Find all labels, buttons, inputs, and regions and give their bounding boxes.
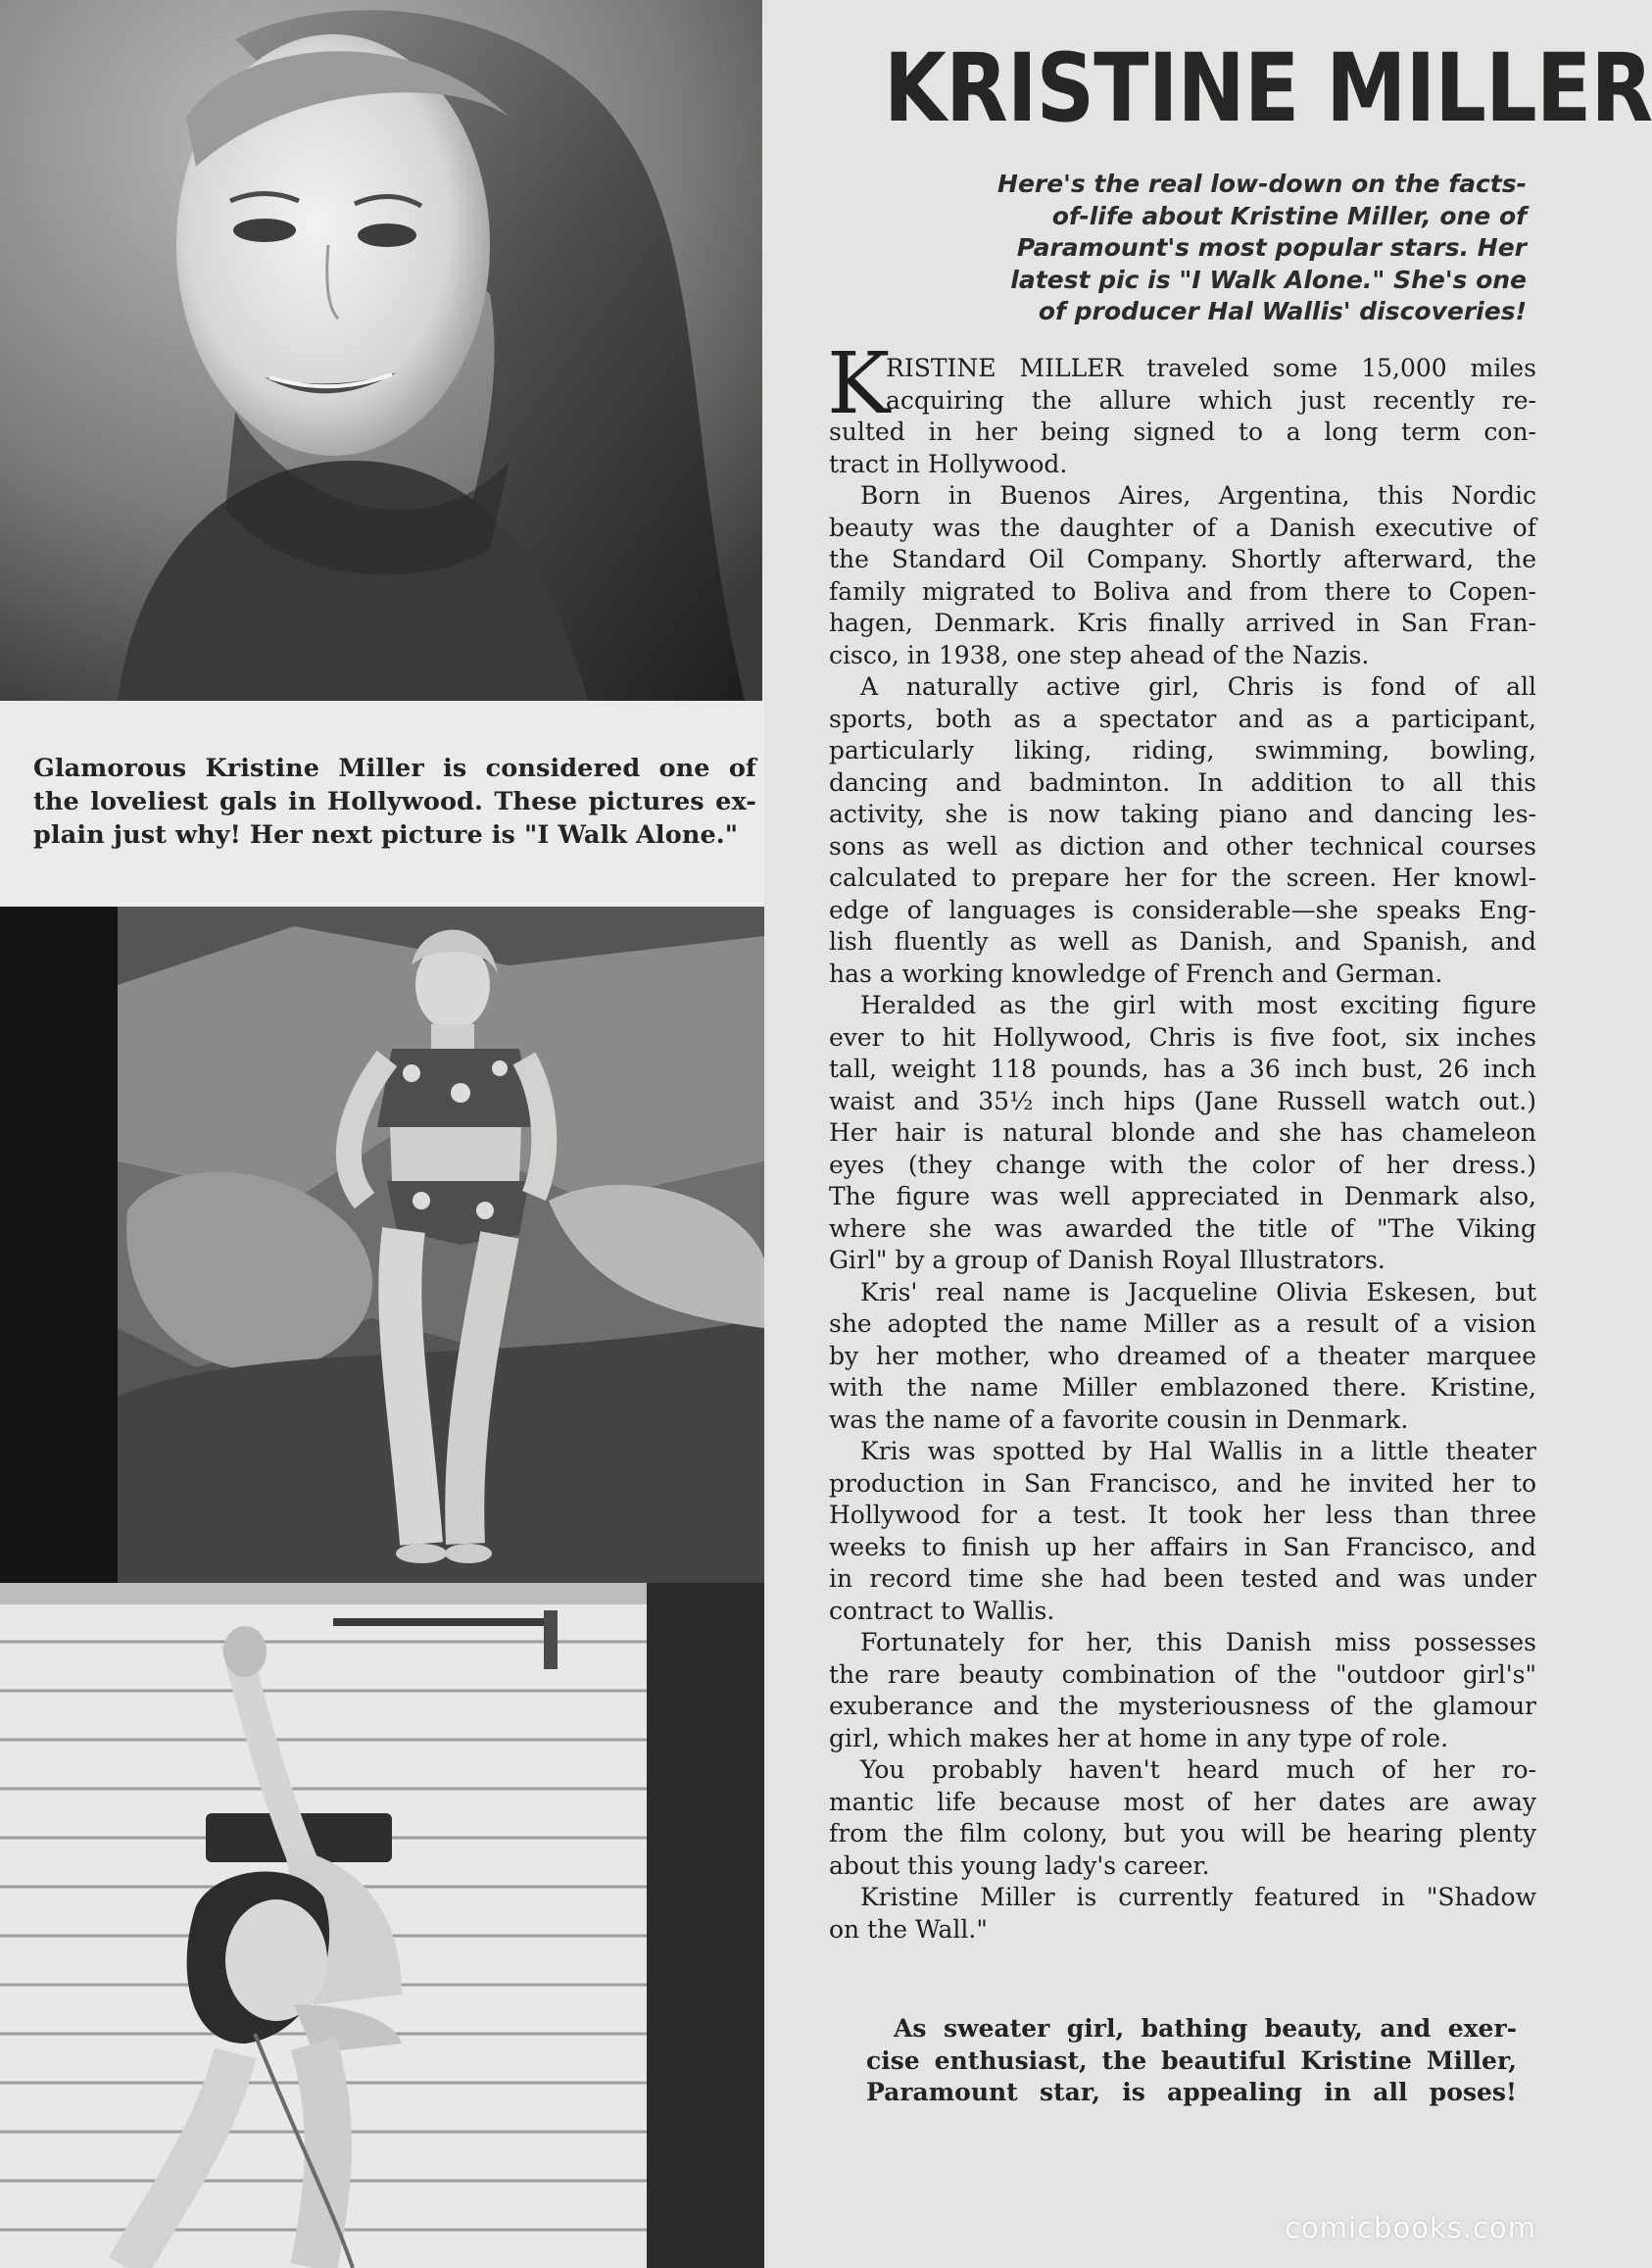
article-line: beauty was the daughter of a Danish executive of <box>829 513 1536 542</box>
deck-line: Paramount's most popular stars. Her <box>1016 233 1527 263</box>
deck-line: of producer Hal Wallis' discoveries! <box>1038 297 1527 326</box>
article-line: eyes (they change with the color of her dress.) <box>829 1150 1536 1179</box>
article-line: edge of languages is considerable—she speaks Eng- <box>829 895 1536 924</box>
portrait-illustration <box>0 0 762 701</box>
article-line: contract to Wallis. <box>829 1596 1055 1625</box>
article-line: dancing and badminton. In addition to all this <box>829 767 1536 797</box>
article-line: Her hair is natural blonde and she has chameleon <box>829 1118 1536 1147</box>
article-line: tall, weight 118 pounds, has a 36 inch bust, 26 inch <box>829 1055 1536 1083</box>
article-line: Kristine Miller is currently featured in "Shadow <box>860 1883 1536 1911</box>
article-body <box>829 353 1536 1946</box>
article-line: production in San Francisco, and he invited her to <box>829 1468 1536 1498</box>
article-line: Heralded as the girl with most exciting figure <box>860 991 1536 1019</box>
article-line: in record time she had been tested and was under <box>829 1564 1536 1593</box>
article-line: sulted in her being signed to a long term con- <box>829 418 1536 446</box>
article-line: Kris' real name is Jacqueline Olivia Eskesen, but <box>860 1277 1536 1307</box>
drop-cap: K <box>827 335 891 433</box>
article-line: acquiring the allure which just recently re- <box>886 385 1536 415</box>
article-line: the Standard Oil Company. Shortly afterward, the <box>829 545 1536 573</box>
article-line: girl, which makes her at home in any type of role. <box>829 1723 1449 1752</box>
article-deck <box>880 169 1527 328</box>
article-line: exuberance and the mysteriousness of the glamour <box>829 1692 1536 1720</box>
article-line: Girl" by a group of Danish Royal Illustrators. <box>829 1246 1385 1274</box>
article-headline: KRISTINE MILLER <box>884 33 1652 143</box>
article-line: has a working knowledge of French and German. <box>829 959 1443 988</box>
caption-line: Glamorous Kristine Miller is considered one of <box>33 754 756 783</box>
article-line: she adopted the name Miller as a result of a vision <box>829 1309 1536 1338</box>
bathing-suit-illustration <box>0 907 764 1583</box>
exercise-illustration <box>0 1583 764 2268</box>
article-line: The figure was well appreciated in Denmark also, <box>829 1182 1536 1210</box>
article-line: Hollywood for a test. It took her less than three <box>829 1501 1536 1529</box>
photo-column <box>0 0 764 2268</box>
exercise-photo <box>0 1583 764 2268</box>
article-line: sons as well as diction and other technical courses <box>829 831 1536 861</box>
article-line: calculated to prepare her for the screen. Her knowl- <box>829 863 1536 892</box>
article-line: lish fluently as well as Danish, and Spanish, and <box>829 927 1536 956</box>
article-line: was the name of a favorite cousin in Denmark. <box>829 1405 1409 1434</box>
article-line: Kris was spotted by Hal Wallis in a little theater <box>860 1437 1536 1465</box>
article-line: family migrated to Boliva and from there to Copen- <box>829 576 1536 606</box>
article-line: particularly liking, riding, swimming, bowling, <box>829 736 1536 764</box>
deck-line: Here's the real low-down on the facts- <box>997 170 1527 198</box>
caption-line: plain just why! Her next picture is "I Walk Alone." <box>33 820 739 850</box>
article-line: where she was awarded the title of "The Viking <box>829 1213 1536 1243</box>
article-line: A naturally active girl, Chris is fond of all <box>860 672 1536 701</box>
article-line: waist and 35½ inch hips (Jane Russell watch out.) <box>829 1086 1536 1115</box>
closing-line: cise enthusiast, the beautiful Kristine Miller, <box>866 2046 1517 2075</box>
article-line: sports, both as a spectator and as a participant, <box>829 704 1536 733</box>
article-line: from the film colony, but you will be hearing plenty <box>829 1819 1536 1848</box>
portrait-photo <box>0 0 762 701</box>
article-line: tract in Hollywood. <box>829 449 1068 478</box>
article-line: activity, she is now taking piano and dancing les- <box>829 800 1536 828</box>
article-line: weeks to finish up her affairs in San Francisco, and <box>829 1532 1536 1561</box>
closing-caption <box>866 2013 1517 2109</box>
watermark-text: comicbooks.com <box>1285 2211 1536 2244</box>
article-line: ever to hit Hollywood, Chris is five foot, six inches <box>829 1022 1536 1052</box>
photo-caption <box>33 752 756 852</box>
caption-line: the loveliest gals in Hollywood. These pictures ex- <box>33 787 756 816</box>
closing-line: Paramount star, is appealing in all poses! <box>866 2078 1517 2106</box>
article-line: RISTINE MILLER traveled some 15,000 miles <box>886 354 1536 382</box>
article-line: by her mother, who dreamed of a theater marquee <box>829 1341 1536 1370</box>
deck-line: latest pic is "I Walk Alone." She's one <box>1010 265 1527 294</box>
article-line: Fortunately for her, this Danish miss possesses <box>860 1628 1536 1656</box>
article-line: about this young lady's career. <box>829 1850 1210 1880</box>
bathing-suit-photo <box>0 907 764 1583</box>
article-line: cisco, in 1938, one step ahead of the Nazis. <box>829 640 1370 669</box>
deck-line: of-life about Kristine Miller, one of <box>1051 201 1527 230</box>
article-line: Born in Buenos Aires, Argentina, this Nordic <box>860 481 1536 510</box>
article-line: hagen, Denmark. Kris finally arrived in San Fran- <box>829 609 1536 637</box>
photo-caption-box <box>0 701 764 907</box>
article-line: with the name Miller emblazoned there. Kristine, <box>829 1373 1536 1402</box>
article-line: the rare beauty combination of the "outdoor girl's" <box>829 1659 1536 1689</box>
article-line: mantic life because most of her dates are away <box>829 1787 1536 1816</box>
article-column <box>764 0 1652 2268</box>
article-line: on the Wall." <box>829 1914 988 1944</box>
closing-line: As sweater girl, bathing beauty, and exer- <box>894 2014 1517 2043</box>
article-line: You probably haven't heard much of her ro- <box>860 1755 1536 1784</box>
